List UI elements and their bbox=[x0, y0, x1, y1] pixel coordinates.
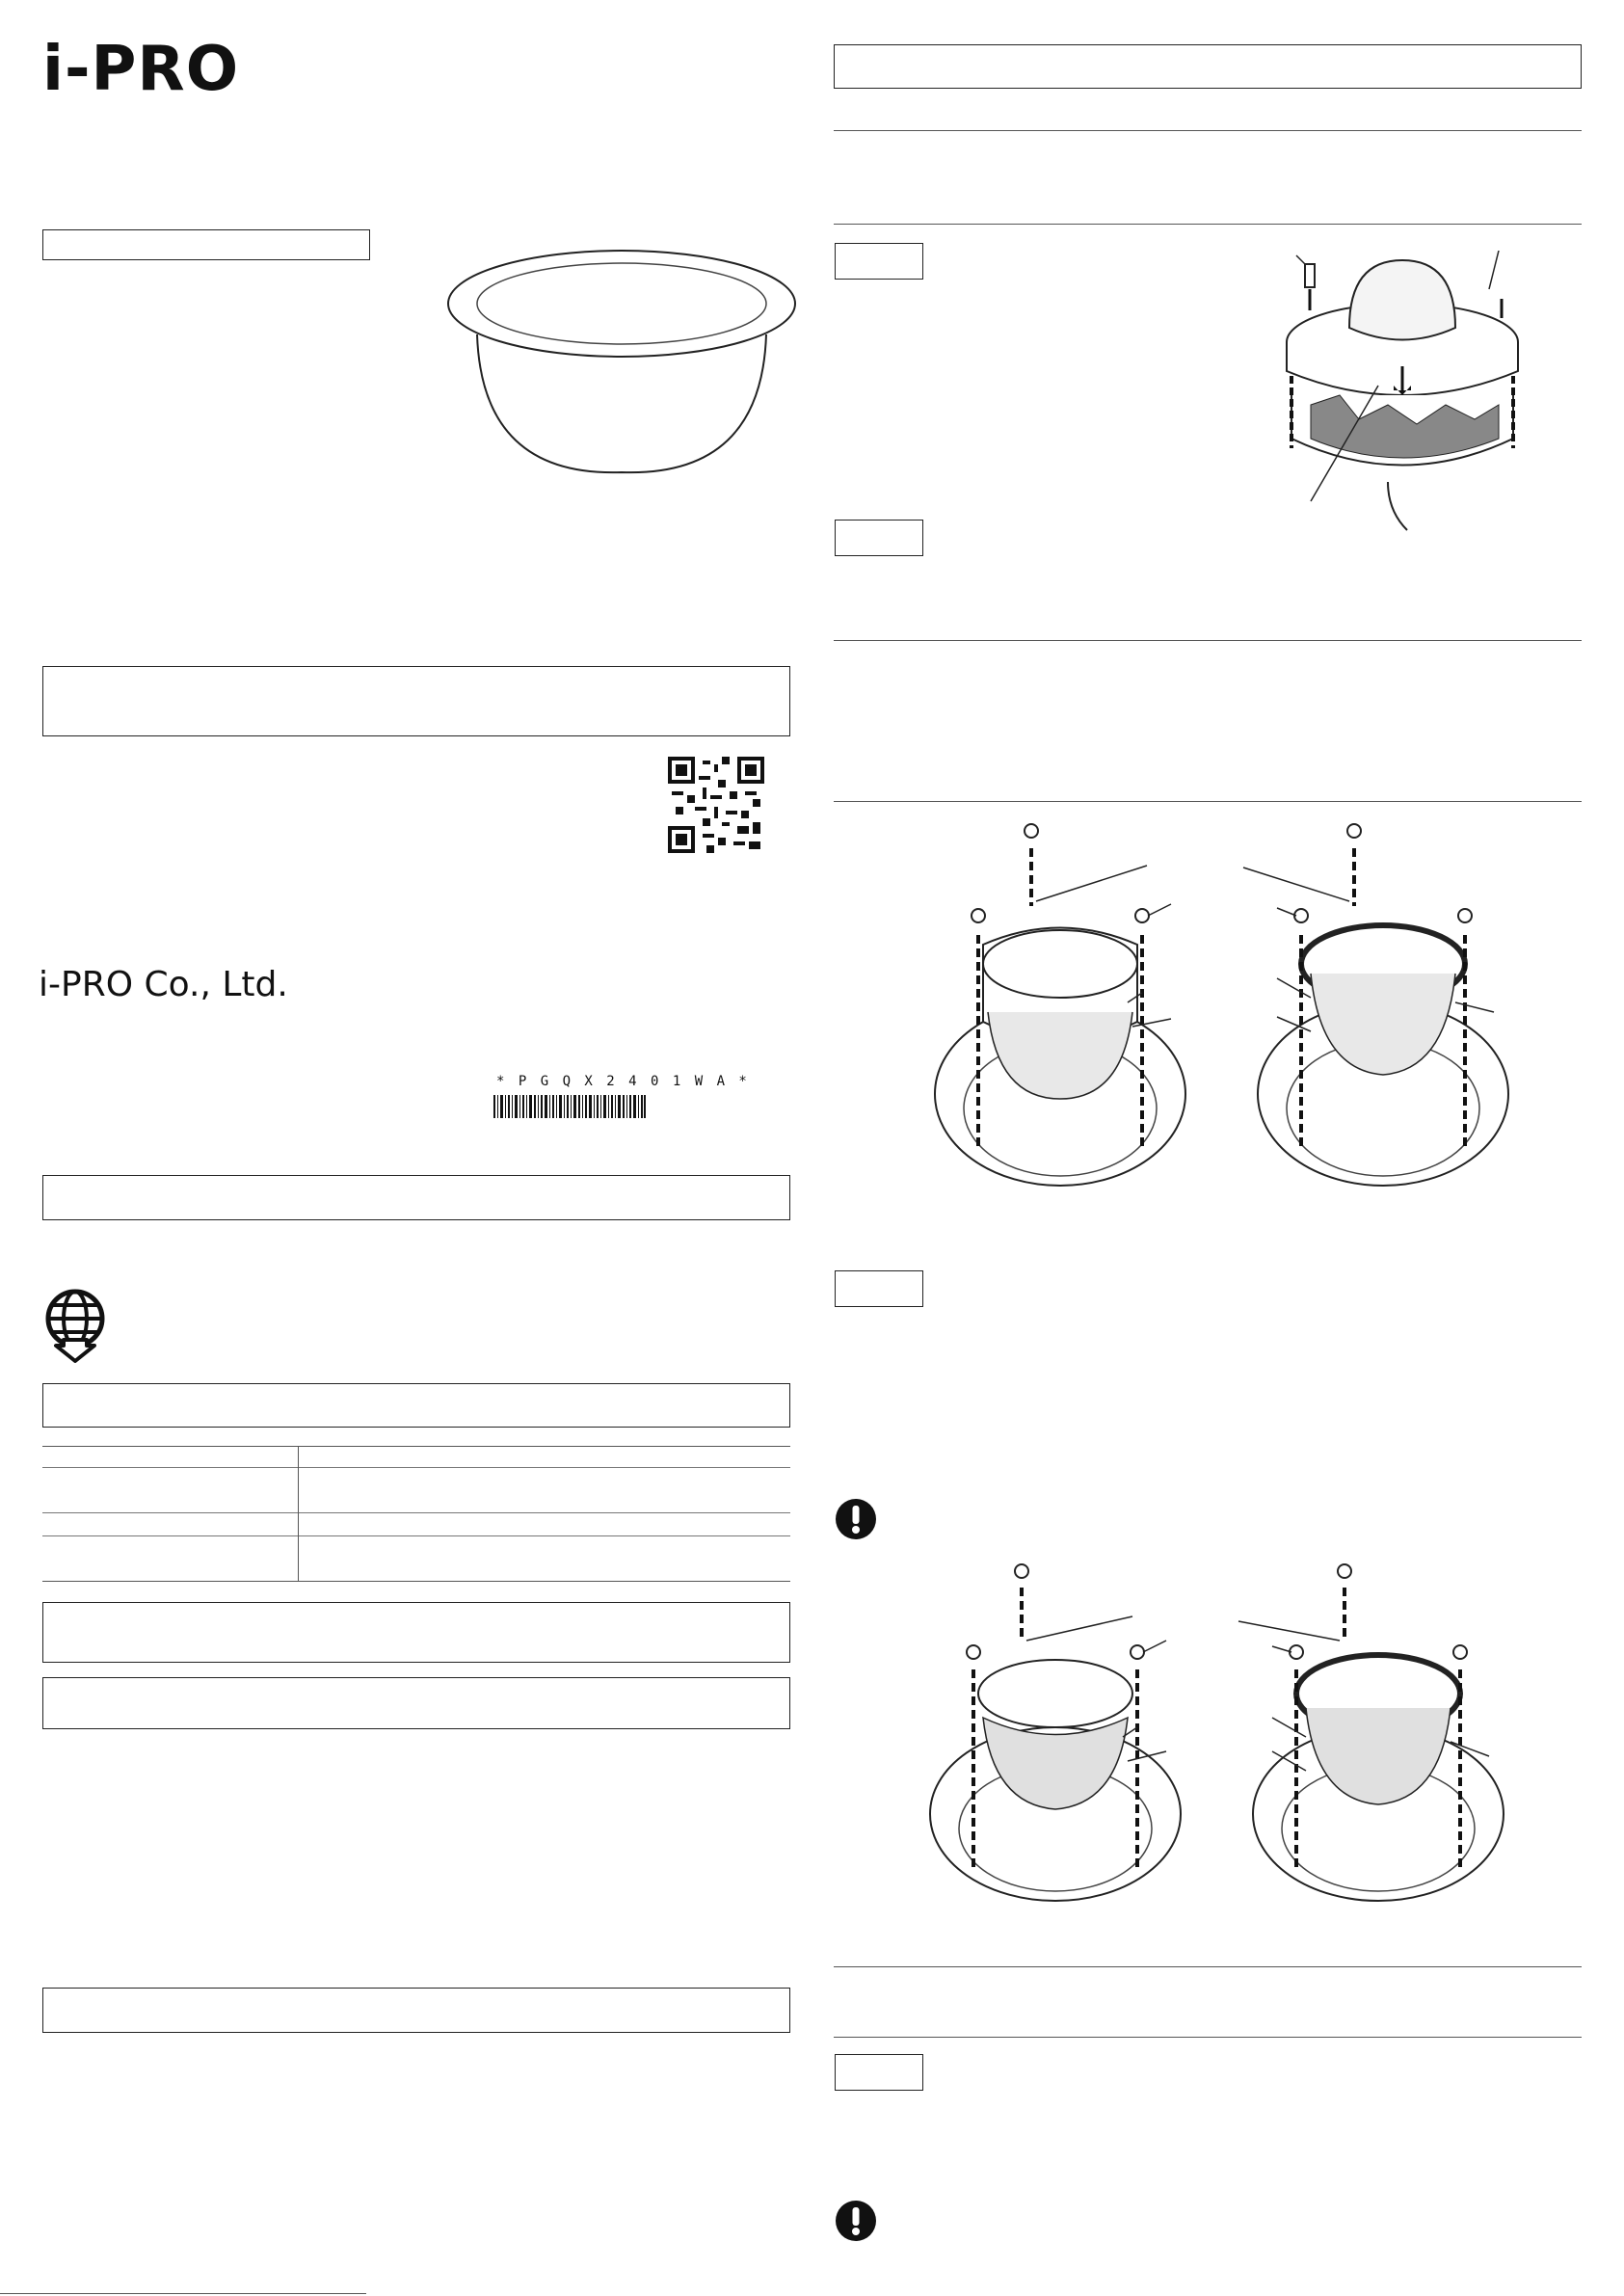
rule-r3 bbox=[834, 640, 1582, 641]
section-box-3 bbox=[42, 1602, 790, 1663]
section-box-1 bbox=[42, 1175, 790, 1220]
rule-r5 bbox=[834, 1966, 1582, 1967]
mounting-illustration-b bbox=[925, 1563, 1532, 1910]
step-badge-3 bbox=[835, 1270, 923, 1307]
dome-cover-illustration bbox=[439, 246, 805, 477]
brand-logo bbox=[42, 34, 240, 105]
section-box-5 bbox=[42, 1988, 790, 2033]
table-rule-2 bbox=[42, 1512, 790, 1513]
barcode bbox=[493, 1095, 646, 1118]
notice-box bbox=[42, 666, 790, 736]
camera-illustration bbox=[1272, 251, 1532, 540]
section-box-4 bbox=[42, 1677, 790, 1729]
step-badge-1 bbox=[835, 243, 923, 280]
footer-rule bbox=[0, 2293, 366, 2294]
rule-r6 bbox=[834, 2037, 1582, 2038]
table-rule-3 bbox=[42, 1535, 790, 1536]
rule-r4 bbox=[834, 801, 1582, 802]
table-rule-bottom bbox=[42, 1581, 790, 1582]
qr-code-icon bbox=[668, 757, 764, 853]
mounting-illustration-a bbox=[930, 819, 1537, 1205]
section-box-2 bbox=[42, 1383, 790, 1428]
logo-text: i-PRO bbox=[42, 34, 240, 105]
rule-r1 bbox=[834, 130, 1582, 131]
table-rule-1 bbox=[42, 1467, 790, 1468]
model-label-box bbox=[42, 229, 370, 260]
step-badge-4 bbox=[835, 2054, 923, 2091]
right-header-box bbox=[834, 44, 1582, 89]
company-name: i-PRO Co., Ltd. bbox=[39, 965, 288, 1004]
rule-r2 bbox=[834, 224, 1582, 225]
globe-download-icon bbox=[42, 1288, 108, 1363]
exclamation-icon bbox=[835, 1498, 877, 1540]
barcode-code-text: * P G Q X 2 4 0 1 W A * bbox=[496, 1074, 750, 1089]
table-column-divider bbox=[298, 1446, 299, 1581]
table-rule-top bbox=[42, 1446, 790, 1447]
exclamation-icon bbox=[835, 2200, 877, 2242]
step-badge-2 bbox=[835, 520, 923, 556]
